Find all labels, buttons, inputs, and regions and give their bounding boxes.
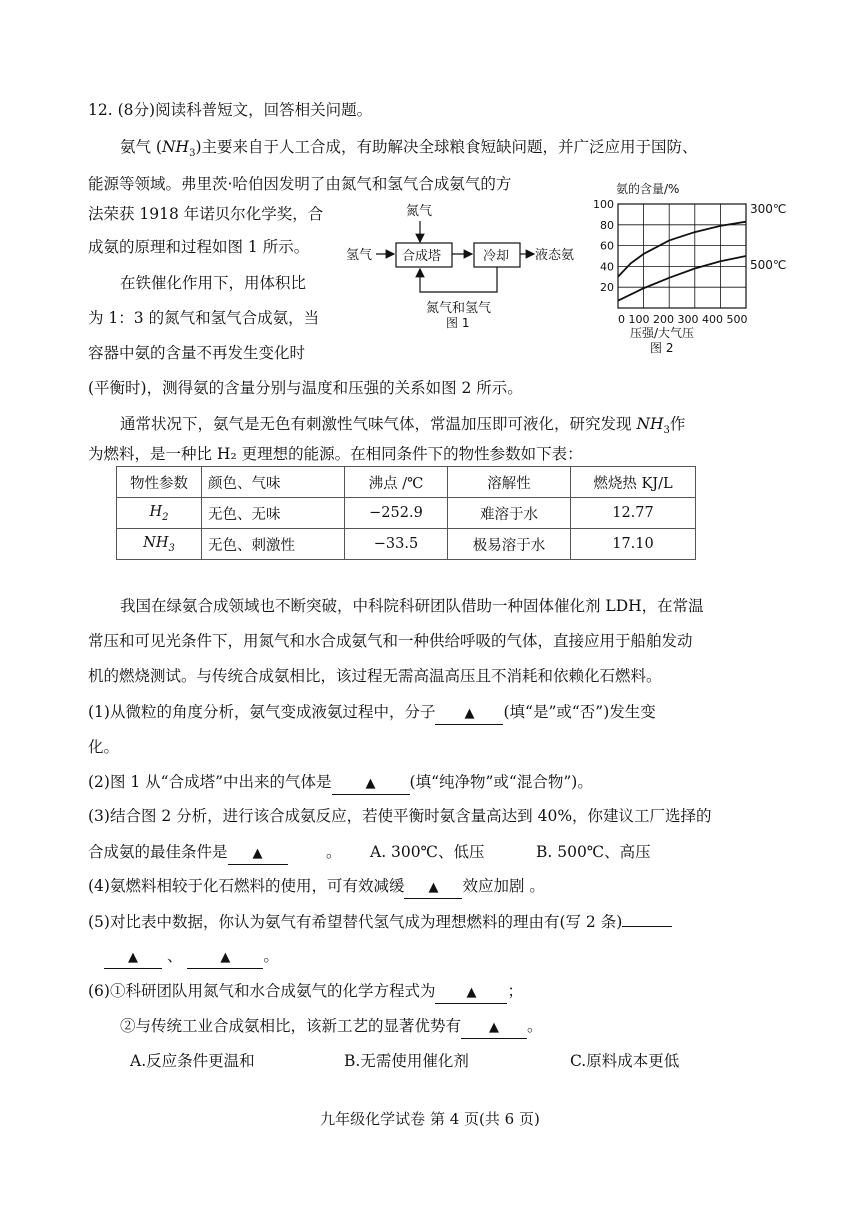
table-header-cell: 溶解性	[448, 467, 571, 498]
table-cell: −252.9	[345, 498, 448, 529]
table-cell: 极易溶于水	[448, 529, 571, 560]
table-header-cell: 沸点 /℃	[345, 467, 448, 498]
fig2-ytick-label: 60	[600, 239, 614, 253]
fig2-ytick-label: 20	[600, 281, 614, 295]
fig2-xticks: 0 100 200 300 400 500	[618, 313, 748, 326]
article-p1-line4: 成氨的原理和过程如图 1 所示。	[88, 238, 310, 256]
table-row	[117, 498, 696, 529]
article-p4-line3: 机的燃烧测试。与传统合成氨相比，该过程无需高温高压且不消耗和依赖化石燃料。	[88, 667, 662, 685]
sub-question-2: (2)图 1 从“合成塔”中出来的气体是 ▲ (填“纯净物”或“混合物”)。	[88, 772, 593, 795]
answer-blank-1[interactable]: ▲	[435, 704, 503, 725]
cool-label: 冷却	[483, 249, 510, 264]
properties-table	[116, 466, 696, 560]
fig2-ytick-label: 80	[600, 218, 614, 232]
figure-1-caption: 图 1	[446, 316, 470, 330]
sub-question-6a: (6)①科研团队用氮气和水合成氨气的化学方程式为 ▲ ；	[88, 981, 523, 1004]
h2-label: 氢气	[346, 248, 373, 263]
table-header-cell: 物性参数	[117, 467, 202, 498]
option-a: A.反应条件更温和	[130, 1052, 255, 1070]
fig2-series-line	[618, 256, 746, 301]
table-header-cell: 颜色、气味	[202, 467, 345, 498]
table-cell-substance: $H_2$	[117, 498, 202, 529]
article-p2-line4: (平衡时)，测得氨的含量分别与温度和压强的关系如图 2 所示。	[88, 379, 523, 397]
answer-blank-2[interactable]: ▲	[332, 774, 410, 795]
answer-blank-6b[interactable]: ▲	[461, 1018, 527, 1039]
fig2-ytick-label: 100	[593, 198, 614, 211]
table-cell: 无色、刺激性	[202, 529, 345, 560]
fig2-ylabel: 氨的含量/%	[616, 182, 680, 196]
article-p2-line1: 在铁催化作用下，用体积比	[120, 274, 307, 292]
question-score: (8分)	[117, 101, 156, 119]
article-p2-line2: 为 1：3 的氮气和氢气合成氨，当	[88, 309, 320, 327]
figure-2-chart	[560, 180, 790, 358]
article-p3-line1: 通常状况下，氨气是无色有刺激性气味气体，常温加压即可液化，研究发现 $NH_3$作	[120, 415, 686, 437]
article-p4-line1: 我国在绿氨合成领域也不断突破，中科院科研团队借助一种固体催化剂 LDH，在常温	[120, 597, 704, 615]
fig2-label-500: 500℃	[750, 258, 787, 272]
answer-blank-6a[interactable]: ▲	[435, 983, 507, 1004]
n2-label: 氮气	[406, 204, 433, 219]
sub-question-1-cont: 化。	[88, 738, 120, 756]
q3-option-a: A. 300℃、低压	[370, 843, 485, 861]
fig2-ytick-label: 40	[600, 260, 614, 274]
fig2-plot-frame	[618, 204, 746, 308]
question-prompt: 阅读科普短文，回答相关问题。	[155, 101, 373, 119]
sub-question-3-line1: (3)结合图 2 分析，进行该合成氨反应，若使平衡时氨含量高达到 40%，你建议工厂选择的	[88, 807, 712, 825]
answer-blank-4[interactable]: ▲	[404, 878, 462, 899]
article-p4-line2: 常压和可见光条件下，用氮气和水合成氨气和一种供给呼吸的气体，直接应用于船舶发动	[88, 632, 693, 650]
table-cell: 17.10	[571, 529, 696, 560]
fig2-series-line	[618, 222, 746, 277]
answer-blank-5b[interactable]: ▲	[187, 948, 263, 969]
fig2-xlabel: 压强/大气压	[630, 326, 695, 340]
sub-question-1: (1)从微粒的角度分析，氨气变成液氨过程中，分子 ▲ (填“是”或“否”)发生变	[88, 702, 656, 725]
table-cell: −33.5	[345, 529, 448, 560]
fig2-grid	[618, 204, 746, 308]
sub-question-4: (4)氨燃料相较于化石燃料的使用，可有效减缓 ▲ 效应加剧 。	[88, 876, 545, 899]
article-p2-line3: 容器中氨的含量不再发生变化时	[88, 344, 306, 362]
sub-question-5-blanks: ▲ 、 ▲ 。	[104, 946, 279, 969]
q3-option-b: B. 500℃、高压	[536, 843, 651, 861]
answer-blank-5a[interactable]: ▲	[104, 948, 162, 969]
fig2-yticks	[593, 198, 614, 294]
table-header-cell: 燃烧热 KJ/L	[571, 467, 696, 498]
q3-period: 。	[326, 843, 342, 861]
figure-1-process-diagram	[346, 196, 582, 336]
sub-question-5: (5)对比表中数据，你认为氨气有希望替代氢气成为理想燃料的理由有(写 2 条)	[88, 912, 672, 932]
product-label: 液态氨	[535, 248, 575, 263]
fig2-label-300: 300℃	[750, 202, 787, 216]
page-footer: 九年级化学试卷 第 4 页(共 6 页)	[320, 1110, 540, 1128]
answer-blank-5-start[interactable]	[622, 926, 672, 927]
recycle-arrow	[420, 267, 497, 292]
option-c: C.原料成本更低	[570, 1052, 680, 1070]
article-p1-line2: 能源等领域。弗里茨·哈伯因发明了由氮气和氢气合成氨气的方	[88, 175, 512, 193]
sub-question-6b: ②与传统工业合成氨相比，该新工艺的显著优势有 ▲ 。	[120, 1016, 543, 1039]
fig2-series	[618, 222, 746, 301]
answer-blank-3[interactable]: ▲	[228, 844, 288, 865]
table-cell-substance: $NH_3$	[117, 529, 202, 560]
question-header	[88, 100, 372, 120]
table-cell: 难溶于水	[448, 498, 571, 529]
article-p3-line2: 为燃料，是一种比 H₂ 更理想的能源。在相同条件下的物性参数如下表：	[88, 445, 583, 463]
table-row	[117, 529, 696, 560]
option-b: B.无需使用催化剂	[344, 1052, 469, 1070]
article-p1-line1: 氨气 $(NH_3)$主要来自于人工合成，有助解决全球粮食短缺问题，并广泛应用于国防、	[120, 138, 698, 160]
table-header-row	[117, 467, 696, 498]
table-cell: 无色、无味	[202, 498, 345, 529]
sub-question-3-line2: 合成氨的最佳条件是 ▲	[88, 842, 288, 865]
question-number: 12.	[88, 101, 113, 119]
article-p1-line3: 法荣获 1918 年诺贝尔化学奖，合	[88, 205, 324, 223]
fig2-caption: 图 2	[650, 341, 674, 355]
reactor-label: 合成塔	[402, 249, 442, 264]
recycle-label: 氮气和氢气	[426, 301, 492, 316]
table-cell: 12.77	[571, 498, 696, 529]
